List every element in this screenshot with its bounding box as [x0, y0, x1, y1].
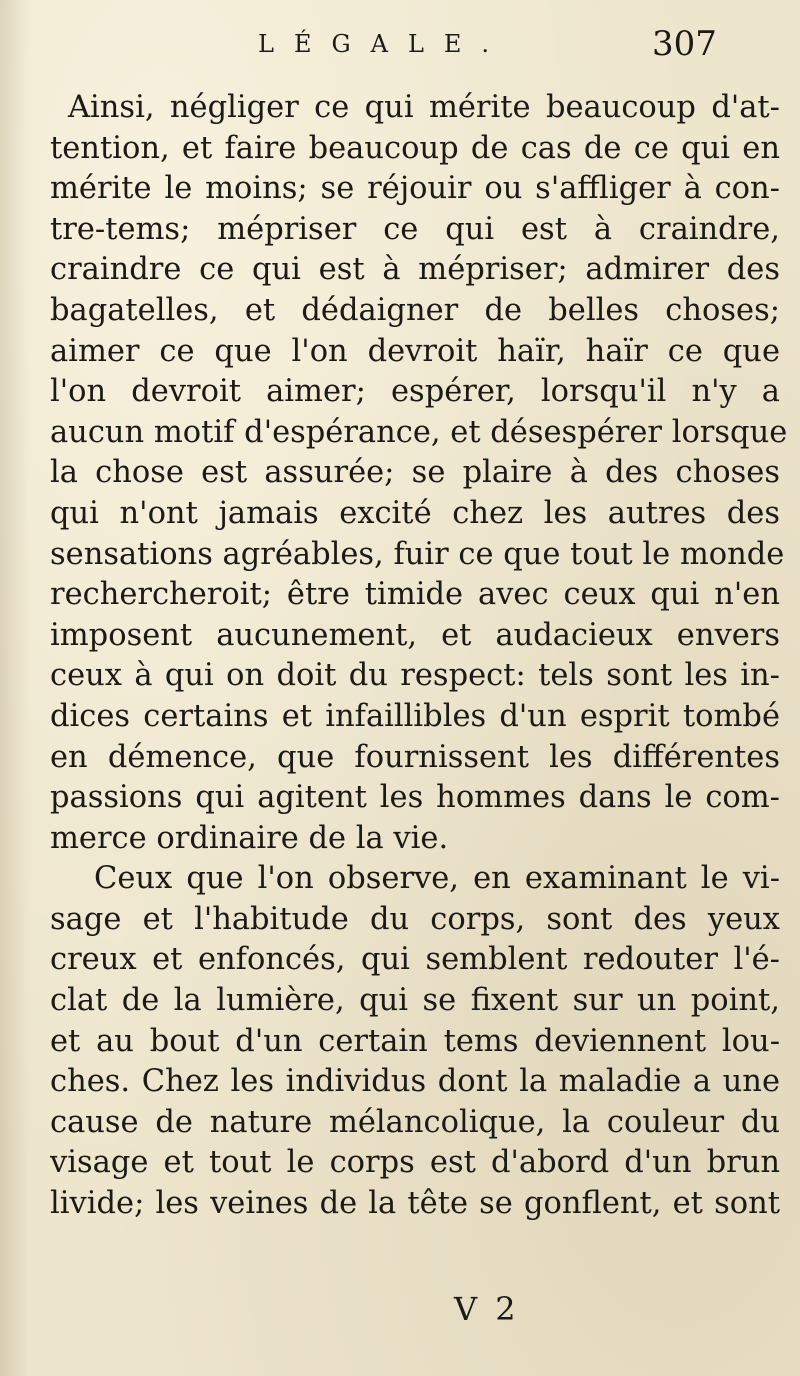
text-line: dices certains et infaillibles d'un esprit tombé: [50, 698, 780, 734]
text-line: tre-tems; mépriser ce qui est à craindre,: [50, 211, 780, 247]
text-line: mérite le moins; se réjouir ou s'affliger à con-: [50, 171, 780, 207]
text-line: rechercheroit; être timide avec ceux qui n'en: [50, 577, 780, 613]
text-line: passions qui agitent les hommes dans le com-: [50, 780, 780, 816]
text-line: sage et l'habitude du corps, sont des yeux: [50, 901, 780, 937]
signature-mark: V 2: [454, 1290, 520, 1328]
text-line: sensations agréables, fuir ce que tout le monde: [50, 536, 785, 572]
paragraph-1: [50, 88, 788, 859]
text-line: ceux à qui on doit du respect: tels sont les in-: [50, 658, 780, 694]
text-line: en démence, que fournissent les différentes: [50, 739, 780, 775]
text-line: aimer ce que l'on devroit haïr, haïr ce que: [50, 333, 780, 369]
running-head-title: LÉGALE.: [258, 30, 510, 58]
text-line: qui n'ont jamais excité chez les autres des: [50, 495, 780, 531]
text-line: cause de nature mélancolique, la couleur du: [50, 1104, 780, 1140]
text-line: livide; les veines de la tête se gonflent, et sont: [50, 1186, 780, 1222]
text-line: et au bout d'un certain tems deviennent lou-: [50, 1023, 780, 1059]
text-line: visage et tout le corps est d'abord d'un brun: [50, 1145, 780, 1181]
text-line: la chose est assurée; se plaire à des choses: [50, 455, 780, 491]
text-line: tention, et faire beaucoup de cas de ce qui en: [50, 130, 780, 166]
text-line: Ainsi, négliger ce qui mérite beaucoup d'at-: [68, 90, 780, 125]
text-line: Ceux que l'on observe, en examinant le vi-: [94, 861, 780, 897]
text-line: aucun motif d'espérance, et désespérer lorsque: [50, 414, 788, 450]
page-number: 307: [652, 24, 717, 64]
text-line: l'on devroit aimer; espérer, lorsqu'il n'y a: [50, 374, 780, 410]
text-line: craindre ce qui est à mépriser; admirer des: [50, 252, 780, 288]
text-line: imposent aucunement, et audacieux envers: [50, 617, 780, 653]
text-line: bagatelles, et dédaigner de belles choses;: [50, 292, 780, 328]
text-line: creux et enfoncés, qui semblent redouter l'é-: [50, 942, 780, 978]
running-head: [0, 22, 800, 62]
body-text: [50, 88, 788, 1225]
text-line: ches. Chez les individus dont la maladie a une: [50, 1064, 780, 1100]
text-line: merce ordinaire de la vie.: [50, 820, 449, 856]
text-line: clat de la lumière, qui se fixent sur un point,: [50, 983, 780, 1019]
paragraph-2: [50, 859, 780, 1224]
